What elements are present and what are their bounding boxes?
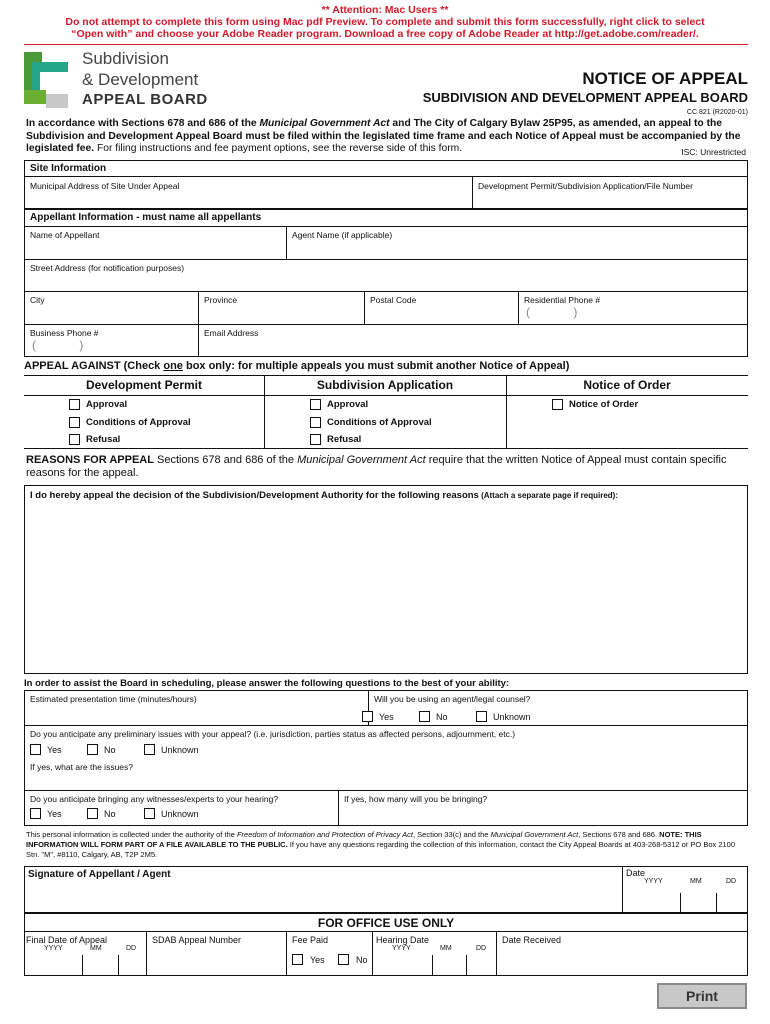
hearing-date-label: Hearing Date [376,935,430,945]
divider [264,375,265,448]
date-received-field[interactable] [500,948,744,972]
form-title: NOTICE OF APPEAL [582,69,748,88]
signature-field[interactable] [28,884,618,910]
privacy-notice [26,830,748,860]
intro-text-2: and The City of Calgary Bylaw 25P95, as amended, an appeal to the Subdivision and Development Appeal Board must be filed within the legislated time frame and each Notice of Appeal must be accompanied by the legislated fee. [26,118,741,154]
divider [364,291,365,324]
final-date-dd: DD [126,945,137,952]
site-address-label: Municipal Address of Site Under Appeal [30,181,180,191]
divider [24,259,748,260]
divider [24,291,748,292]
postal-code-label: Postal Code [370,295,417,305]
logo-text-development: & Development [82,70,199,89]
development-permit-column: Development Permit [85,378,203,392]
witness-unknown-checkbox[interactable] [144,808,155,819]
office-use-title: FOR OFFICE USE ONLY [317,916,455,930]
agent-no-checkbox[interactable] [419,711,430,722]
province-label: Province [204,295,238,305]
isc-classification: ISC: Unrestricted [681,147,746,157]
warning-line-1: Do not attempt to complete this form using Mac pdf Preview. To complete and submit this form successfully, right click to select [65,16,705,28]
subdivision-application-column: Subdivision Application [316,378,454,392]
privacy-mga: Municipal Government Act [490,830,579,839]
business-phone-label: Business Phone # [30,328,99,338]
dp-refusal-checkbox[interactable] [69,434,80,445]
divider [118,955,119,976]
witness-no-label: No [104,809,116,819]
dp-conditions-label: Conditions of Approval [86,417,191,428]
appellant-information-header: Appellant Information - must name all appellants [30,212,262,223]
divider [24,931,748,932]
hearing-date-yyyy: YYYY [392,945,411,952]
prelim-unknown-label: Unknown [161,745,199,755]
divider [24,324,748,325]
prelim-yes-checkbox[interactable] [30,744,41,755]
warning-line-2: “Open with” and choose your Adobe Reader program. Download a free copy of Adobe Reader at http://get.adobe.com/reader/. [71,28,699,40]
appeal-against-text-1: APPEAL AGAINST (Check [24,360,164,372]
street-address-label: Street Address (for notification purposes) [30,263,185,273]
agent-name-label: Agent Name (if applicable) [292,230,393,240]
site-information-header: Site Information [30,163,107,174]
divider [466,955,467,976]
sa-refusal-checkbox[interactable] [310,434,321,445]
signature-date-label: Date [626,868,646,878]
residential-phone-field[interactable] [570,307,744,322]
witness-count-field[interactable] [342,806,744,822]
witness-count-label: If yes, how many will you be bringing? [344,794,488,804]
reasons-act: Municipal Government Act [297,454,426,466]
print-button[interactable]: Print [657,983,747,1009]
privacy-text-4: If you have any questions regarding the collection of this information, contact the City Appeal Boards at 403-268-5312 or PO Box 2100 Stn. "M", #8110, Calgary, AB, T2P 2M5. [26,840,736,859]
fee-paid-yes-checkbox[interactable] [292,954,303,965]
divider [432,955,433,976]
street-address-field[interactable] [28,275,744,289]
signature-date-field[interactable] [626,890,744,910]
divider [472,176,473,209]
scheduling-title: In order to assist the Board in scheduling, please answer the following questions to the best of your ability: [24,678,510,689]
divider [24,226,748,227]
notice-of-order-checkbox[interactable] [552,399,563,410]
form-code: CC 821 (R2020-01) [686,109,748,116]
sa-approval-label: Approval [327,399,369,410]
appeal-against-title [24,360,569,372]
agent-no-label: No [436,712,448,722]
postal-code-field[interactable] [368,307,514,322]
notice-of-order-column: Notice of Order [583,378,671,392]
hearing-date-mm: MM [440,945,452,952]
witness-unknown-label: Unknown [161,809,199,819]
divider [146,931,147,976]
city-label: City [30,295,45,305]
divider [372,931,373,976]
witness-yes-label: Yes [47,809,62,819]
prelim-yes-label: Yes [47,745,62,755]
reasons-text-2: require that the written Notice of Appeal must contain specific reasons for the appeal. [26,454,727,479]
reasons-text-1: Sections 678 and 686 of the [153,454,298,466]
reasons-for-appeal-text [26,454,746,480]
hearing-date-dd: DD [476,945,487,952]
business-phone-field[interactable] [76,340,194,355]
intro-paragraph [26,118,750,156]
warning-title: ** Attention: Mac Users ** [321,4,449,16]
dp-conditions-checkbox[interactable] [69,417,80,428]
divider [286,931,287,976]
business-area-code-parens: ( ) [32,338,104,352]
mac-users-warning [0,4,770,40]
final-date-mm: MM [90,945,102,952]
sdab-number-label: SDAB Appeal Number [152,935,242,945]
fee-paid-yes-label: Yes [310,955,325,965]
issues-label: If yes, what are the issues? [30,762,133,772]
signature-date-mm: MM [690,878,702,885]
reasons-box-label [30,490,618,501]
sa-refusal-label: Refusal [327,434,362,445]
notice-of-order-label: Notice of Order [569,399,639,410]
appellant-name-label: Name of Appellant [30,230,100,240]
agent-name-field[interactable] [290,242,744,257]
divider [82,955,83,976]
agent-yes-checkbox[interactable] [362,711,373,722]
province-field[interactable] [202,307,360,322]
reasons-bold: REASONS FOR APPEAL [26,454,154,466]
privacy-foip: Freedom of Information and Protection of Privacy Act [236,830,414,839]
reasons-text-field[interactable] [28,504,744,670]
divider [24,375,748,376]
final-date-yyyy: YYYY [44,945,63,952]
presentation-time-field[interactable] [28,706,364,722]
logo-text-subdivision: Subdivision [82,49,169,68]
residential-area-code-parens: ( ) [526,305,598,319]
divider [24,790,748,791]
final-date-label: Final Date of Appeal [26,935,108,945]
sa-conditions-label: Conditions of Approval [327,417,432,428]
reasons-box-note: (Attach a separate page if required): [478,491,618,500]
site-address-field[interactable] [28,193,468,207]
email-field[interactable] [202,340,744,355]
presentation-time-label: Estimated presentation time (minutes/hours) [30,694,197,704]
dp-refusal-label: Refusal [86,434,121,445]
prelim-no-checkbox[interactable] [87,744,98,755]
privacy-text-3: , Sections 678 and 686. [578,830,660,839]
email-label: Email Address [204,328,259,338]
sdab-number-field[interactable] [150,948,282,972]
date-received-label: Date Received [502,935,562,945]
divider [496,931,497,976]
privacy-text-2: , Section 33(c) and the [413,830,491,839]
residential-phone-label: Residential Phone # [524,295,601,305]
fee-paid-no-checkbox[interactable] [338,954,349,965]
intro-text-3: For filing instructions and fee payment options, see the reverse side of this form. [96,143,463,154]
fee-paid-no-label: No [356,955,368,965]
divider [286,226,287,259]
permit-number-field[interactable] [476,193,744,207]
appeal-board-logo-icon [24,52,68,108]
reasons-box-text: I do hereby appeal the decision of the Subdivision/Development Authority for the following reasons [30,490,479,501]
prelim-unknown-checkbox[interactable] [144,744,155,755]
preliminary-issues-label: Do you anticipate any preliminary issues with your appeal? (i.e. jurisdiction, parties status as affected persons, adjournment, etc.) [30,729,516,739]
witness-no-checkbox[interactable] [87,808,98,819]
divider [338,790,339,826]
witnesses-label: Do you anticipate bringing any witnesses/experts to your hearing? [30,794,279,804]
privacy-text-1: This personal information is collected under the authority of the [26,830,237,839]
signature-label: Signature of Appellant / Agent [28,869,171,880]
sa-approval-checkbox[interactable] [310,399,321,410]
divider [518,291,519,324]
divider [24,395,748,396]
dp-approval-checkbox[interactable] [69,399,80,410]
agent-counsel-label: Will you be using an agent/legal counsel? [374,694,531,704]
form-subtitle: SUBDIVISION AND DEVELOPMENT APPEAL BOARD [422,90,748,105]
divider [24,448,748,449]
privacy-note: NOTE: THIS INFORMATION WILL FORM PART OF A FILE AVAILABLE TO THE PUBLIC. [26,830,702,849]
signature-date-dd: DD [726,878,737,885]
agent-unknown-checkbox[interactable] [476,711,487,722]
agent-unknown-label: Unknown [493,712,531,722]
intro-act: Municipal Government Act [259,118,390,129]
divider [24,725,748,726]
issues-field[interactable] [28,773,744,788]
signature-date-yyyy: YYYY [644,878,663,885]
dp-approval-label: Approval [86,399,128,410]
divider [506,375,507,448]
divider [622,866,623,913]
agent-yes-label: Yes [379,712,394,722]
city-field[interactable] [28,307,194,322]
intro-text-1: In accordance with Sections 678 and 686 of the [26,118,260,129]
logo-text-appeal-board: APPEAL BOARD [82,91,208,108]
appeal-against-one: one [163,360,183,372]
warning-divider [24,44,748,45]
witness-yes-checkbox[interactable] [30,808,41,819]
divider [24,176,748,177]
fee-paid-label: Fee Paid [292,935,329,945]
prelim-no-label: No [104,745,116,755]
sa-conditions-checkbox[interactable] [310,417,321,428]
appellant-name-field[interactable] [28,242,282,257]
appeal-against-text-2: box only: for multiple appeals you must submit another Notice of Appeal) [182,360,570,372]
permit-number-label: Development Permit/Subdivision Application/File Number [478,181,693,191]
